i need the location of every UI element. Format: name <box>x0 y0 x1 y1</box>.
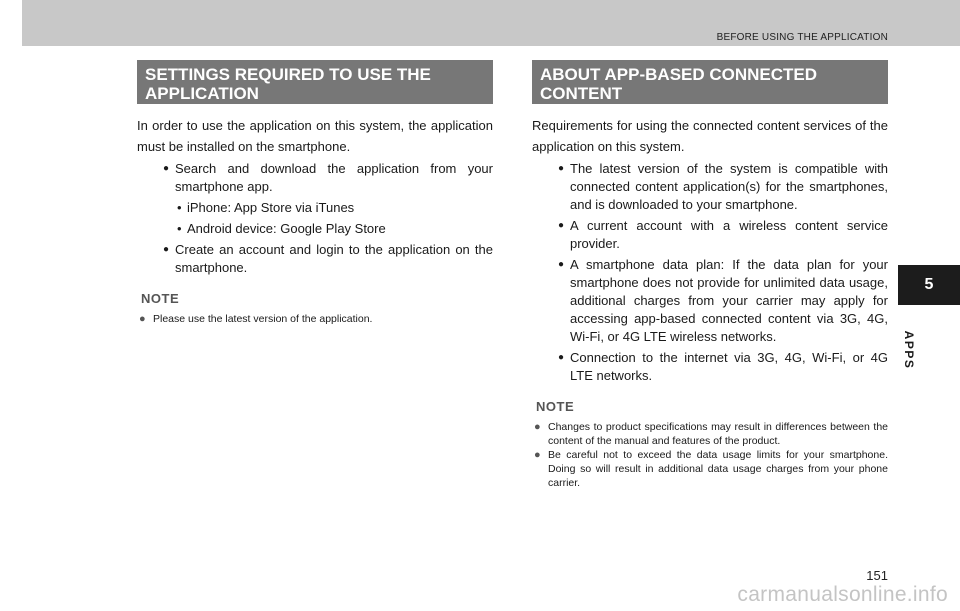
heading-line-1: SETTINGS REQUIRED TO USE THE <box>145 65 431 84</box>
list-item-text: A smartphone data plan: If the data plan for your smartphone does not provide for unlimited data usage, additional charges from your carrier may apply for accessing app-based connected content via 3G, 4G, Wi-Fi, or 4G LTE wireless networks. <box>570 257 888 344</box>
list-item <box>532 349 888 385</box>
note-item <box>536 448 888 490</box>
note-item <box>141 312 493 326</box>
bullet-icon: ● <box>558 352 565 363</box>
note-item-text: Please use the latest version of the application. <box>153 313 373 325</box>
list-item <box>532 217 888 253</box>
note-list <box>536 420 888 490</box>
requirements-list <box>532 160 888 385</box>
list-item-text: Search and download the application from your smartphone app. <box>175 161 493 194</box>
list-item <box>137 160 493 238</box>
bullet-icon: ● <box>558 220 565 231</box>
list-item-text: Create an account and login to the application on the smartphone. <box>175 242 493 275</box>
heading-line-2: APPLICATION <box>145 84 259 103</box>
right-column <box>532 60 888 490</box>
sub-list-item-text: iPhone: App Store via iTunes <box>187 200 355 215</box>
bullet-icon: ● <box>163 244 170 255</box>
page-number: 151 <box>866 568 888 583</box>
watermark: carmanualsonline.info <box>737 583 948 606</box>
list-item <box>532 160 888 214</box>
sub-bullet-icon: • <box>177 221 182 236</box>
note-title: NOTE <box>536 399 575 414</box>
intro-paragraph: In order to use the application on this system, the application must be installed on the smartphone. <box>137 118 493 154</box>
sub-list-item <box>175 199 493 217</box>
sub-bullet-icon: • <box>177 200 182 215</box>
note-title: NOTE <box>141 291 180 306</box>
note-block <box>532 399 888 490</box>
sub-list-item-text: Android device: Google Play Store <box>187 221 386 236</box>
section-heading-connected-content <box>532 60 888 104</box>
note-item <box>536 420 888 448</box>
heading-line-1: ABOUT APP-BASED CONNECTED <box>540 65 818 84</box>
note-block <box>137 291 493 326</box>
bullet-icon: ● <box>558 259 565 270</box>
running-head: BEFORE USING THE APPLICATION <box>716 32 888 43</box>
sub-list <box>175 199 493 238</box>
note-bullet-icon: ● <box>534 449 541 461</box>
left-column <box>137 60 493 326</box>
heading-line-2: CONTENT <box>540 84 623 103</box>
note-bullet-icon: ● <box>534 421 541 433</box>
list-item-text: Connection to the internet via 3G, 4G, Wi-Fi, or 4G LTE networks. <box>570 350 888 383</box>
bullet-icon: ● <box>163 163 170 174</box>
chapter-number-tab: 5 <box>898 265 960 305</box>
note-item-text: Be careful not to exceed the data usage limits for your smartphone. Doing so will result in additional data usage charges from your phone carrier. <box>548 449 888 489</box>
chapter-label-text: APPS <box>902 330 916 370</box>
sub-list-item <box>175 220 493 238</box>
section-heading-settings <box>137 60 493 104</box>
bullet-icon: ● <box>558 163 565 174</box>
list-item-text: The latest version of the system is compatible with connected content application(s) for the smartphones, and is downloaded to your smartphone. <box>570 161 888 212</box>
requirements-list <box>137 160 493 277</box>
list-item-text: A current account with a wireless content service provider. <box>570 218 888 251</box>
note-item-text: Changes to product specifications may result in differences between the content of the manual and features of the product. <box>548 421 888 447</box>
list-item <box>137 241 493 277</box>
list-item <box>532 256 888 346</box>
note-bullet-icon: ● <box>139 313 146 325</box>
chapter-label <box>896 330 922 370</box>
note-list <box>141 312 493 326</box>
intro-paragraph: Requirements for using the connected content services of the application on this system. <box>532 118 888 154</box>
